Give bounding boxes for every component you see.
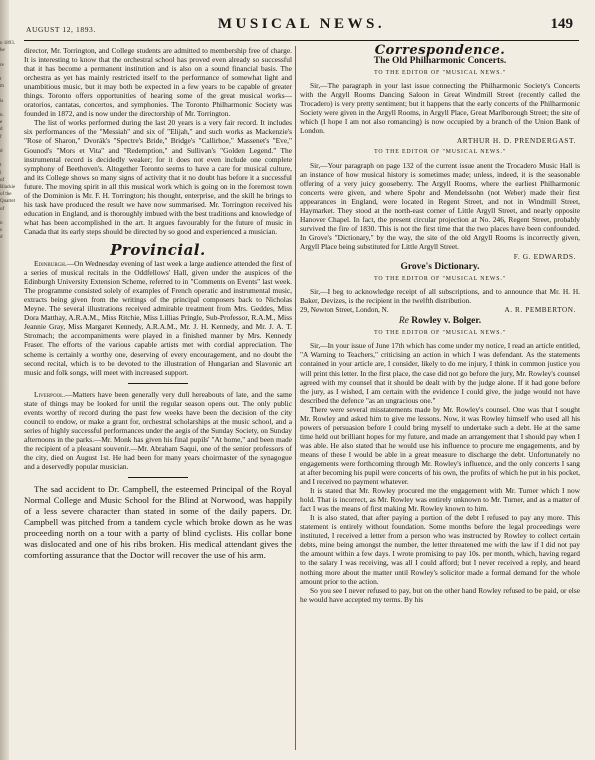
toronto-paragraph-2: The list of works performed during the last 20 years is a very fair record. It includes six performances of the "Messiah" and six of "Elijah," and such works as Mackenzie's "Rose of Sharon," Dvorák's "Spectre's Bride," Bridge's "Callirhoe," Massenet's "Eve," Gounod's "Mors et Vita" and "Redemption," and Sullivan's "Golden Legend." The instrumental record is decidedly weaker; for it does not even include one complete symphony of Beethoven's. Altogether Toronto seems to have a care for musical culture, and its College shows so many signs of activity that it no doubt has before it a successful future. The moving spirit in all this musical work which is going on in the foremost town of the Dominion is Mr. F. H. Torrington; his thought, enterprise, and the skill he brings to his task have produced the result we have now summarised. Mr. Torrington received his education in England, and is thoroughly imbued with the best traditions and knowledge of what has been accomplished in the art. It argues favourably for the future of music in Canada that its early steps should be directed by so good and experienced a musician.	[24, 118, 292, 236]
edinburgh-paragraph	[24, 259, 292, 377]
signature-prendergast: ARTHUR H. D. PRENDERGAST.	[456, 136, 576, 146]
liverpool-paragraph	[24, 390, 292, 471]
issue-date: AUGUST 12, 1893.	[26, 25, 96, 34]
letter-bolger-1: Sir,—In your issue of June 17th which has come under my notice, I read an article entitled, "A Warning to Teachers," criticising an action in which I was defendant. As the statements contained in your article are, I consider, likely to do me injury, I think in common justice you will print this letter. In the first place, the case did not go before the jury, Mr. Rowley's counsel agreed with my counsel that it should be dealt with by the judge alone. If it had gone before the jury, as I wished, I am certain with the evidence I could give, the judge would not have described the defence "as an ungracious one."	[300, 341, 580, 405]
letter-bolger-4: It is also stated, that after paying a portion of the debt I refused to pay any more. This statement is entirely without foundation. Some months before the legal proceedings were instituted, I received a letter from a person who was instructed by Rowley to collect certain debts, mine being amongst the number, the letter threatened me with the law if I did not pay the amount within a few days. I wrote promising to pay 10s. per month, which, having regard to the salary I was receiving, was all I could afford; but I never received a reply, and heard nothing more about the matter until Rowley's solicitor made a formal demand for the whole amount prior to the action.	[300, 513, 580, 586]
left-column	[24, 46, 292, 760]
rowley-title	[300, 317, 580, 326]
campbell-paragraph: The sad accident to Dr. Campbell, the esteemed Principal of the Royal Normal College and Music School for the Blind at Norwood, was happily of a less severe character than stated in some of the daily papers. Dr. Campbell was pitched from a tandem cycle which broke down as he was proceeding north on a tour with a party of blind cyclists. His collar bone was dislocated and one of his ribs broken. His medical attendant gives the comforting assurance that the Doctor will recover the use of his arm.	[24, 484, 292, 560]
letter-bolger-5: So you see I never refused to pay, but on the other hand Rowley refused to be paid, or else he would have accepted my terms. By his	[300, 585, 580, 604]
newspaper-page	[14, 0, 589, 760]
letter-pemberton: Sir,—I beg to acknowledge receipt of all subscriptions, and to announce that Mr. H. H. Baker, Devizes, is the recipient in the twelfth distribution.	[300, 287, 580, 306]
binding-gutter	[0, 0, 16, 760]
letter-bolger-2: There were several misstatements made by Mr. Rowley's counsel. One was that I sought Mr. Rowley and asked him to give me lessons. Now, it was Rowley himself who used all his powers of persuasion before I could bring myself to undertake such a debt. He at the same time held out brilliant hopes for my future, and made an arrangement that I should pay when I was able. He also stated that he would use his influence to procure me engagements, and by means of these I would be able in a great measure to discharge the debt. Unfortunately no engagements were forthcoming through Mr. Rowley's influence, and the only concerts I sang at after becoming his pupil were concerts of his own, the profits of which he put in his pocket, and I received no payment whatever.	[300, 404, 580, 487]
pemberton-address: 29, Newton Street, London, N.	[300, 306, 389, 315]
signature-row-pemberton	[300, 306, 580, 315]
rowley-title-text: Rowley v. Bolger.	[411, 316, 482, 327]
to-editor-line: TO THE EDITOR OF "MUSICAL NEWS."	[374, 70, 506, 77]
letter-prendergast: Sir,—The paragraph in your last issue connecting the Philharmonic Society's Concerts with the Argyll Rooms Dancing Saloon in Great Windmill Street (recently called the Trocadero) is very pretty sentiment; but it happens that the early concerts of the Philharmonic Society were given in the Argyll Rooms, in Argyll Place, Great Marlborough Street; the site of which (I hope I am not also romancing) is now occupied by a branch of the Union Bank of London.	[300, 81, 580, 136]
edinburgh-text: —On Wednesday evening of last week a large audience attended the first of a series of musical recitals in the Oddfellows' Hall, given under the auspices of the Edinburgh University Extension Scheme, referred to in "Comments on Events" last week. The programme consisted solely of examples of French operatic and instrumental music, extracts being given from the writings of the principal composers back to Nicholas Meyne. The several illustrations received admirable treatment from Mrs. Geddes, Miss Dora Matthay, A.R.A.M., Miss Ritchie, Miss Lillias Pringle, Sub-Professor, R.A.M., Miss Jeannie Gray, Miss Margaret Kennedy, A.R.A.M., Mr. J. H. Kennedy, and Mr. J. A. T. Stromach; the accompaniments were played in a finished manner by Mrs. Kennedy Fraser. The efforts of the various capable artists met with cordial appreciation. The scheme is certainly a worthy one, deserving of every encouragement, and no doubt the second recital, which is to be devoted to the illustration of Hungarian and Slavonic art music and folk songs, will meet with increased support.	[24, 259, 292, 377]
signature-pemberton: A. R. PEMBERTON.	[504, 306, 576, 315]
toronto-paragraph-1: director, Mr. Torrington, and College students are admitted to membership free of charge. It is interesting to know that the orchestral school has proved even already so successful that it has become a permanent institution and is also on a sound financial basis. The orchestra as yet has mainly restricted itself to the performance of somewhat light and unambitious music, but it may both be expected in a few years to be capable of greater things. Toronto offers opportunities of hearing some of the great musical works—oratorios, cantatas, concertos, and symphonies. The Toronto Philharmonic Society was founded in 1872, and is now under the directorship of Mr. Torrington.	[24, 46, 292, 119]
philharmonic-title: The Old Philharmonic Concerts.	[373, 56, 507, 67]
rowley-title-prefix: Re	[398, 316, 409, 327]
page-number: 149	[550, 16, 573, 32]
liverpool-lead: Liverpool.	[34, 389, 66, 399]
grove-title: Grove's Dictionary.	[400, 262, 480, 273]
signature-edwards: F. G. EDWARDS.	[513, 251, 576, 261]
header-rule	[24, 40, 579, 41]
liverpool-text: —Matters have been generally very dull hereabouts of late, and the same state of things may be looked for until the regular season opens out. The only public events worthy of record during the past few weeks have been the decision of the city council to endow, or make a grant for, orchestral scholarships at the music school, and a series of highly successful performances under the aegis of the Sunday Society, on Sunday afternoons in the parks.—Mr. Monk has given his final pupils' "At home," and been made the recipient of a pleasant souvenir.—Mr. Abraham Saqui, one of the senior professors of the city, died on August 1st. He had been for many years choirmaster of the synagogue and a deservedly popular musician.	[24, 389, 292, 472]
gutter-fragment-text: n 1893. he re t m is n. e d f d t l of Blackie of the Quartet of n s d	[0, 41, 16, 241]
provincial-heading: Provincial.	[110, 240, 206, 259]
right-column	[300, 43, 580, 760]
to-editor-line: TO THE EDITOR OF "MUSICAL NEWS."	[374, 276, 506, 283]
masthead-title: MUSICAL NEWS.	[217, 16, 386, 32]
letter-bolger-3: It is stated that Mr. Rowley procured me the engagement with Mr. Turner which I now hold. That is incorrect, as Mr. Rowley was entirely unknown to Mr. Turner, and as a matter of fact I was the means of first making Mr. Rowley known to him.	[300, 486, 580, 514]
correspondence-heading: Correspondence.	[374, 43, 506, 58]
edinburgh-lead: Edinburgh.	[34, 259, 67, 269]
running-head	[24, 14, 579, 36]
to-editor-line: TO THE EDITOR OF "MUSICAL NEWS."	[374, 330, 506, 337]
section-divider	[128, 383, 188, 384]
to-editor-line: TO THE EDITOR OF "MUSICAL NEWS."	[374, 149, 506, 156]
column-rule	[295, 46, 296, 750]
section-divider	[128, 477, 188, 478]
letter-edwards: Sir,—Your paragraph on page 132 of the current issue anent the Trocadero Music Hall is an instance of how musical history is sometimes made; unless, indeed, it is the seasonable offering of a very juicy gooseberry. The Argyll Rooms, where the earliest Philharmonic concerts were given, and where Spohr and Mendelssohn (not Weber) made their first appearances in England, were located in Regent Street, and not in Windmill Street, Haymarket. They stood at the north-east corner of Little Argyll Street, and nearly opposite Hanover Chapel. In fact, the present circular projection at No. 246, Regent Street, probably survived the fire of 1830. This is not the first time that the two places have been confounded. In Grove's "Dictionary," by the way, the site of the old Argyll Rooms is incorrectly given, Argyll Place being substituted for Little Argyll Street.	[300, 160, 580, 251]
